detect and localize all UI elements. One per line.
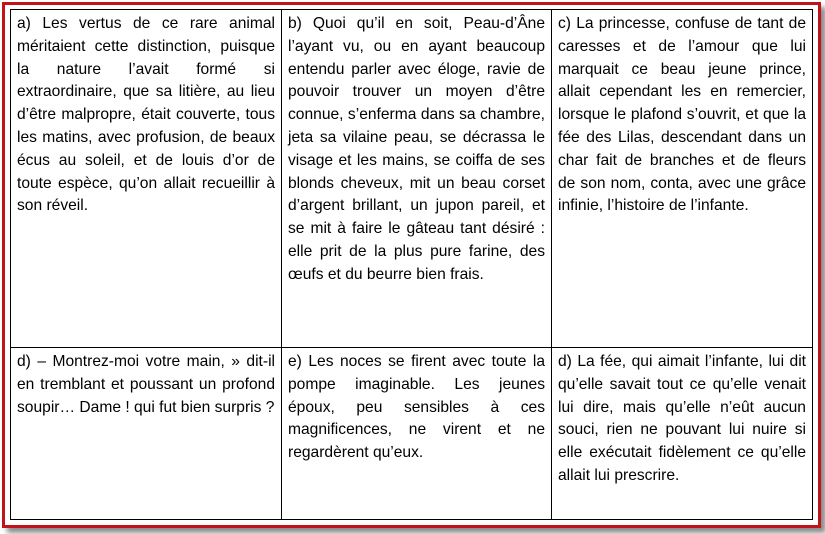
cell-fragment-b: b) Quoi qu’il en soit, Peau-d’Âne l’ayant vu, ou en ayant beaucoup entendu parler avec éloge, ravie de pouvoir trouver un moyen d’être connue, s’enferma dans sa chambre, jeta sa vilaine peau, se décrassa le visage et les mains, se coiffa de ses blonds cheveux, mit un beau corset d’argent brillant, un jupon pareil, et se mit à faire le gâteau tant désiré : elle prit de la plus pure farine, des œufs et du beurre bien frais. [282,10,552,348]
cell-fragment-d-first: d) – Montrez-moi votre main, » dit-il en tremblant et poussant un profond soupir… Dame ! qui fut bien surpris ? [11,348,282,519]
text-fragments-table [10,9,813,520]
cell-fragment-c: c) La princesse, confuse de tant de caresses et de l’amour que lui marquait ce beau jeune prince, allait cependant les en remercier, lorsque le plafond s’ouvrit, et que la fée des Lilas, descendant dans un char fait de branches et de fleurs de son nom, conta, avec une grâce infinie, l’histoire de l’infante. [552,10,812,348]
cell-fragment-d-second: d) La fée, qui aimait l’infante, lui dit qu’elle savait tout ce qu’elle venait lui dire, mais qu’elle n’eût aucun souci, rien ne pouvant lui nuire si elle exécutait fidèlement ce qu’elle allait lui prescrire. [558,353,806,484]
document-frame [2,2,821,528]
cell-fragment-a: a) Les vertus de ce rare animal méritaient cette distinction, puisque la nature l’avait formé si extraordinaire, que sa litière, au lieu d’être malpropre, était couverte, tous les matins, avec profusion, de beaux écus au soleil, et de louis d’or de toute espèce, qu’on allait recueillir à son réveil. [11,10,282,348]
cell-fragment-e: e) Les noces se firent avec toute la pompe imaginable. Les jeunes époux, peu sensibles à ces magnificences, ne virent et ne regardèrent qu’eux. [282,348,552,519]
